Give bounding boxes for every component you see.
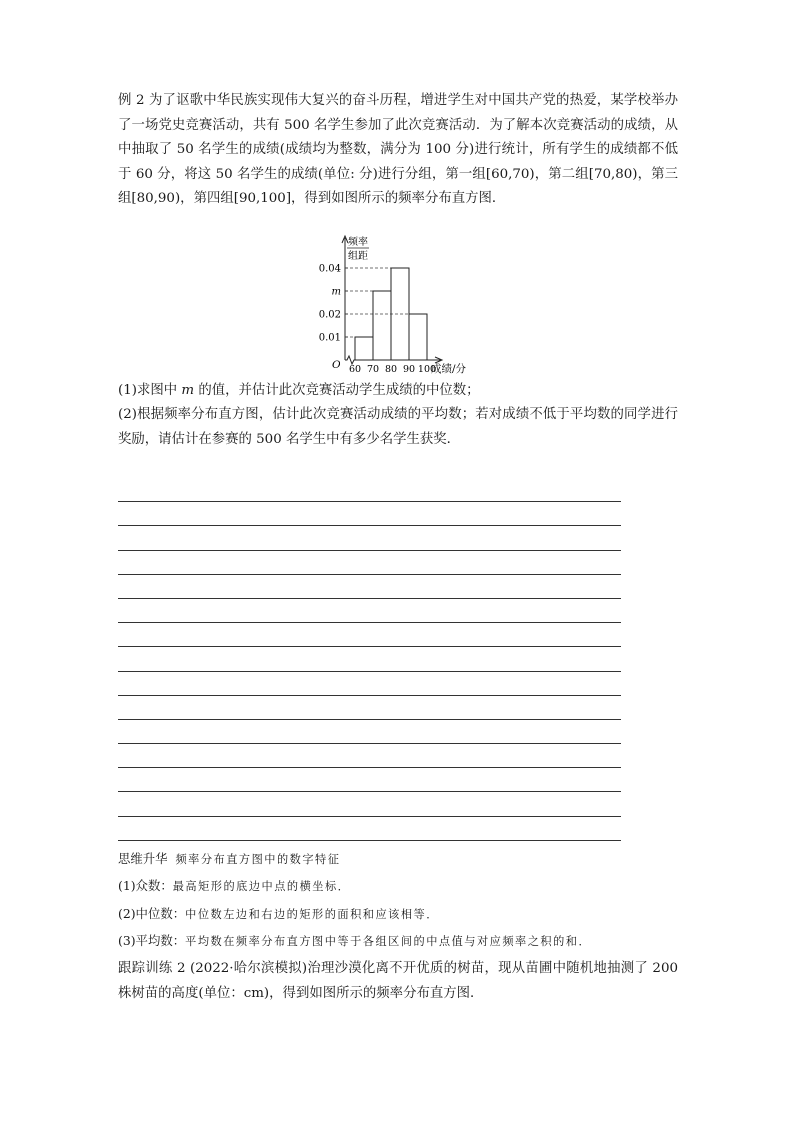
answer-line [118, 647, 621, 671]
answer-line [118, 599, 621, 623]
tips-title [118, 848, 678, 871]
histogram-bar [355, 337, 373, 360]
y-label-bottom: 组距 [348, 251, 368, 262]
y-tick-label: 0.02 [318, 309, 341, 321]
question-1 [118, 379, 678, 404]
question-1-after: 的值，并估计此次竞赛活动学生成绩的中位数； [194, 383, 480, 398]
histogram-bar [409, 314, 427, 360]
tip-mode-label: (1)众数： [118, 878, 173, 893]
tip-median-text: 中位数左边和右边的矩形的面积和应该相等． [185, 908, 439, 921]
x-tick-label: 100 [417, 364, 437, 375]
tip-median [118, 903, 678, 926]
x-tick-label: 90 [402, 364, 416, 375]
answer-line [118, 623, 621, 647]
tip-mode-text: 最高矩形的底边中点的横坐标． [172, 880, 351, 893]
y-tick-label: 0.04 [318, 263, 341, 275]
histogram-labels [319, 235, 467, 375]
answer-line [118, 502, 621, 526]
tip-mean [118, 930, 678, 953]
answer-line [118, 551, 621, 575]
tip-mode [118, 875, 678, 898]
y-label-top: 频率 [348, 237, 368, 248]
y-tick-label: m [331, 286, 341, 298]
x-tick-label: 70 [366, 364, 380, 375]
histogram-bar [373, 291, 391, 360]
answer-line [118, 575, 621, 599]
x-tick-label: 60 [348, 364, 362, 375]
answer-line [118, 672, 621, 696]
tip-mean-label: (3)平均数： [118, 933, 186, 948]
practice-problem-text: 跟踪训练 2 (2022·哈尔滨模拟)治理沙漠化离不开优质的树苗，现从苗圃中随机地抽测了 200 株树苗的高度(单位：cm)，得到如图所示的频率分布直方图． [118, 961, 678, 1001]
question-1-before: (1)求图中 [118, 383, 182, 398]
example-problem-text: 例 2 为了讴歌中华民族实现伟大复兴的奋斗历程，增进学生对中国共产党的热爱，某学校举办了一场党史竞赛活动，共有 500 名学生参加了此次竞赛活动．为了解本次竞赛活动的成绩，从中抽取了 50 名学生的成绩(成绩均为整数，满分为 100 分)进行统计，所有学生的成绩都不低于 60 分，将这 50 名学生的成绩(单位: 分)进行分组，第一组[60,70)，第二组[70,80)，第三组[80,90)，第四组[90,100]，得到如图所示的频率分布直方图． [118, 93, 678, 206]
histogram-reference-lines [345, 268, 409, 337]
answer-line [118, 720, 621, 744]
tips-title-label: 思维升华 [118, 851, 168, 866]
answer-line [118, 526, 621, 550]
origin-label: O [332, 359, 341, 371]
x-tick-label: 80 [384, 364, 398, 375]
tips-title-text: 频率分布直方图中的数字特征 [175, 853, 341, 866]
answer-line [118, 792, 621, 816]
answer-line [118, 817, 621, 841]
y-tick-label: 0.01 [318, 332, 341, 344]
question-1-variable: m [181, 383, 195, 398]
x-axis-label: 成绩/分 [431, 363, 467, 375]
answer-line [118, 768, 621, 792]
tip-median-label: (2)中位数： [118, 906, 186, 921]
answer-line [118, 696, 621, 720]
frequency-histogram [300, 230, 490, 378]
answer-line [118, 478, 621, 502]
answer-line [118, 744, 621, 768]
question-2: (2)根据频率分布直方图，估计此次竞赛活动成绩的平均数；若对成绩不低于平均数的同学进行奖励，请估计在参赛的 500 名学生中有多少名学生获奖． [118, 407, 678, 447]
answer-lines [118, 478, 621, 841]
tip-mean-text: 平均数在频率分布直方图中等于各组区间的中点值与对应频率之积的和． [185, 935, 592, 948]
